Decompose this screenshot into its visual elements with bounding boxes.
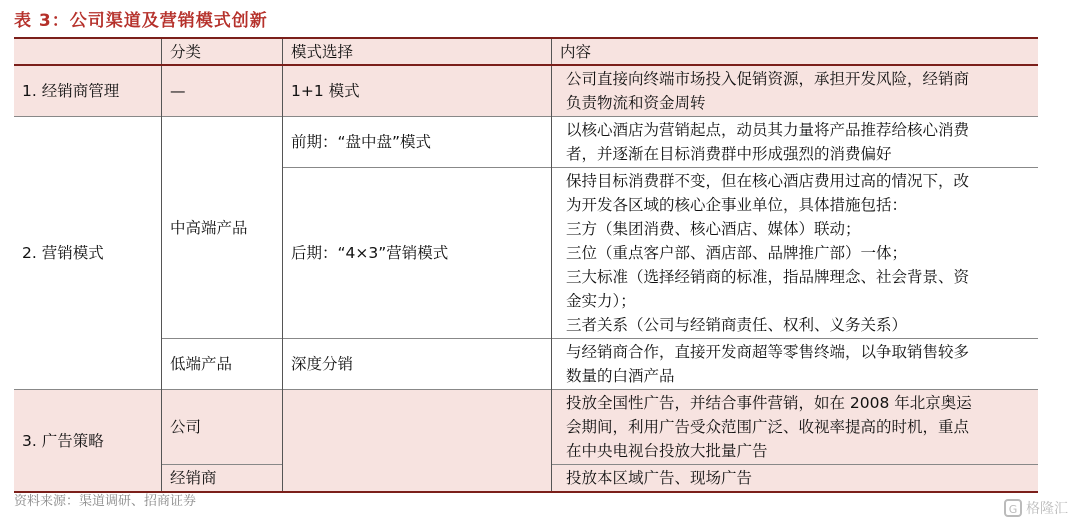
category-dealer: 经销商	[162, 465, 283, 493]
header-category: 分类	[162, 38, 283, 65]
mode-early: 前期：“盘中盘”模式	[283, 117, 552, 168]
category-cell: —	[162, 65, 283, 117]
content-line: 会期间，利用广告受众范围广泛、收视率提高的时机，重点	[566, 418, 970, 436]
content-cell	[552, 117, 1039, 168]
gelonghui-logo-icon: G	[1004, 499, 1022, 517]
category-mid-high-end: 中高端产品	[162, 117, 283, 339]
content-line: 为开发各区域的核心企事业单位，具体措施包括：	[566, 196, 908, 214]
content-line: 负责物流和资金周转	[566, 94, 706, 112]
header-content: 内容	[552, 38, 1039, 65]
content-line: 三者关系（公司与经销商责任、权利、义务关系）	[566, 316, 908, 334]
content-line: 数量的白酒产品	[566, 367, 675, 385]
content-line: 保持目标消费群不变，但在核心酒店费用过高的情况下，改	[566, 172, 970, 190]
table-row-dealer-management	[14, 65, 1038, 117]
content-line: 投放本区域广告、现场广告	[566, 469, 753, 487]
channel-marketing-table	[14, 37, 1038, 493]
content-cell	[552, 168, 1039, 339]
watermark	[1004, 498, 1068, 518]
section-ad-strategy: 3. 广告策略	[14, 390, 162, 493]
content-line: 三位（重点客户部、酒店部、品牌推广部）一体；	[566, 244, 908, 262]
table-row-low-end	[14, 339, 1038, 390]
content-line: 以核心酒店为营销起点，动员其力量将产品推荐给核心消费	[566, 121, 970, 139]
mode-cell: 1+1 模式	[283, 65, 552, 117]
category-company: 公司	[162, 390, 283, 465]
content-cell	[552, 339, 1039, 390]
content-cell	[552, 465, 1039, 493]
section-marketing-mode: 2. 营销模式	[22, 244, 104, 262]
header-mode: 模式选择	[283, 38, 552, 65]
source-note: 资料来源：渠道调研、招商证券	[14, 494, 197, 509]
content-line: 三大标准（选择经销商的标准，指品牌理念、社会背景、资	[566, 268, 970, 286]
content-line: 在中央电视台投放大批量广告	[566, 442, 768, 460]
content-line: 与经销商合作，直接开发商超等零售终端，以争取销售较多	[566, 343, 970, 361]
content-cell	[552, 390, 1039, 465]
table-title: 表 3：公司渠道及营销模式创新	[14, 11, 268, 31]
content-cell	[552, 65, 1039, 117]
table-header	[14, 38, 1038, 65]
section-dealer-management: 1. 经销商管理	[22, 82, 120, 100]
table-row-marketing-early	[14, 117, 1038, 168]
content-line: 三方（集团消费、核心酒店、媒体）联动；	[566, 220, 861, 238]
content-line: 者，并逐渐在目标消费群中形成强烈的消费偏好	[566, 145, 892, 163]
watermark-text: 格隆汇	[1026, 501, 1068, 517]
mode-empty	[283, 390, 552, 493]
mode-late: 后期：“4×3”营销模式	[283, 168, 552, 339]
content-line: 公司直接向终端市场投入促销资源，承担开发风险，经销商	[566, 70, 970, 88]
table-row-ad-company	[14, 390, 1038, 465]
content-line: 金实力）；	[566, 292, 636, 310]
category-low-end: 低端产品	[162, 339, 283, 390]
content-line: 投放全国性广告，并结合事件营销，如在 2008 年北京奥运	[566, 394, 972, 412]
mode-deep-distribution: 深度分销	[283, 339, 552, 390]
header-empty	[14, 38, 162, 65]
